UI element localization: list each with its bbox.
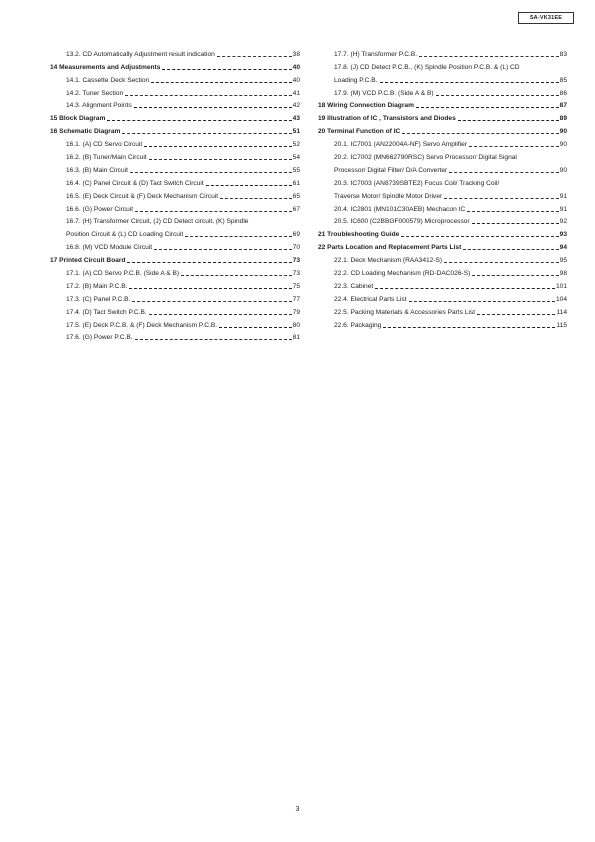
toc-entry-title: 18 Wiring Connection Diagram (318, 102, 414, 110)
toc-entry-page: 87 (559, 102, 567, 110)
toc-entry-title: 17.9. (M) VCD P.C.B. (Side A & B) (334, 89, 434, 97)
toc-leader-line (122, 133, 291, 134)
toc-leader-line (135, 339, 292, 340)
toc-entry-page: 73 (292, 270, 300, 278)
toc-section-entry[interactable] (318, 149, 567, 162)
toc-leader-line (375, 288, 555, 289)
toc-section-entry[interactable] (318, 214, 567, 227)
toc-entry-page: 93 (559, 231, 567, 239)
toc-section-entry[interactable] (50, 317, 300, 330)
toc-column-right (318, 46, 567, 330)
toc-section-entry[interactable] (50, 239, 300, 252)
toc-leader-line (419, 56, 559, 57)
toc-entry-page: 91 (559, 192, 567, 200)
toc-entry-title: Position Circuit & (L) CD Loading Circuit (66, 231, 184, 239)
toc-chapter-entry[interactable] (50, 110, 300, 123)
toc-section-entry[interactable] (50, 162, 300, 175)
toc-section-entry[interactable] (318, 162, 567, 175)
toc-entry-page: 95 (559, 257, 567, 265)
toc-leader-line (449, 172, 558, 173)
toc-section-entry[interactable] (318, 188, 567, 201)
toc-entry-title: 22.1. Deck Mechanism (RAA3412-S) (334, 257, 443, 265)
toc-entry-page: 51 (292, 128, 300, 136)
toc-leader-line (444, 262, 559, 263)
toc-entry-page: 91 (559, 205, 567, 213)
toc-entry-page: 42 (292, 102, 300, 110)
toc-entry-title: 20.5. IC600 (C2BBGF000579) Microprocessor (334, 218, 470, 226)
toc-entry-page: 52 (292, 141, 300, 149)
toc-entry-title: 13.2. CD Automatically Adjustment result indication (66, 50, 215, 58)
toc-entry-page: 101 (555, 282, 567, 290)
toc-leader-line (149, 314, 292, 315)
toc-entry-page: 85 (559, 76, 567, 84)
toc-entry-page: 70 (292, 244, 300, 252)
toc-leader-line (477, 314, 555, 315)
toc-entry-page: 114 (556, 308, 567, 316)
toc-section-entry[interactable] (50, 188, 300, 201)
toc-entry-page: 92 (559, 218, 567, 226)
toc-section-entry[interactable] (318, 72, 567, 85)
toc-entry-title: 17.2. (B) Main P.C.B. (66, 282, 128, 290)
page-number: 3 (295, 806, 300, 813)
toc-leader-line (472, 223, 559, 224)
toc-section-entry[interactable] (318, 265, 567, 278)
toc-leader-line (181, 275, 292, 276)
toc-entry-page: 104 (555, 295, 567, 303)
toc-leader-line (444, 198, 558, 199)
toc-entry-page: 65 (292, 192, 300, 200)
toc-entry-title: 16.6. (G) Power Circuit (66, 205, 134, 213)
toc-leader-line (402, 133, 558, 134)
toc-entry-title: 17.1. (A) CD Servo P.C.B. (Side A & B) (66, 270, 180, 278)
toc-leader-line (472, 275, 558, 276)
toc-leader-line (436, 95, 559, 96)
toc-leader-line (135, 211, 292, 212)
toc-leader-line (162, 69, 291, 70)
toc-section-entry[interactable] (318, 304, 567, 317)
toc-section-entry[interactable] (50, 136, 300, 149)
toc-section-entry[interactable] (50, 175, 300, 188)
toc-entry-title: 17.3. (C) Panel P.C.B. (66, 295, 131, 303)
toc-leader-line (469, 146, 559, 147)
toc-entry-title: 16.4. (C) Panel Circuit & (D) Tact Switch Circuit (66, 179, 204, 187)
toc-entry-title: 16.5. (E) Deck Circuit & (F) Deck Mechanism Circuit (66, 192, 219, 200)
toc-entry-page: 83 (559, 50, 567, 58)
toc-leader-line (129, 288, 291, 289)
toc-leader-line (383, 327, 555, 328)
toc-chapter-entry[interactable] (50, 59, 300, 72)
toc-section-entry[interactable] (50, 149, 300, 162)
toc-entry-title: 22.5. Packing Materials & Accessories Parts List (334, 308, 476, 316)
toc-section-entry[interactable] (50, 278, 300, 291)
toc-entry-title: Processor/ Digital Filter/ D/A Converter (334, 166, 448, 174)
toc-section-entry[interactable] (50, 291, 300, 304)
toc-chapter-entry[interactable] (318, 98, 567, 111)
toc-section-entry[interactable] (318, 317, 567, 330)
toc-section-entry[interactable] (318, 291, 567, 304)
toc-entry-title: 16.2. (B) Tuner/Main Circuit (66, 154, 147, 162)
toc-section-entry[interactable] (318, 201, 567, 214)
toc-leader-line (219, 327, 292, 328)
toc-section-entry[interactable] (50, 265, 300, 278)
toc-entry-title: 16.1. (A) CD Servo Circuit (66, 141, 143, 149)
toc-entry-page: 38 (292, 50, 300, 58)
toc-entry-page: 90 (559, 141, 567, 149)
toc-leader-line (185, 236, 291, 237)
toc-entry-page: 115 (556, 321, 567, 329)
toc-entry-title: 19 Illustration of IC , Transistors and Diodes (318, 115, 456, 123)
toc-entry-title: 20.3. IC7003 (AN8739SBTE2) Focus Coil/ Tracking Coil/ (334, 179, 500, 187)
toc-column-left (50, 46, 300, 342)
toc-leader-line (401, 236, 558, 237)
toc-section-entry[interactable] (318, 59, 567, 72)
toc-entry-title: 22 Parts Location and Replacement Parts List (318, 244, 462, 252)
toc-entry-page: 61 (292, 179, 300, 187)
toc-entry-title: 14.2. Tuner Section (66, 89, 124, 97)
toc-leader-line (458, 120, 559, 121)
toc-entry-page: 80 (292, 321, 300, 329)
toc-leader-line (149, 159, 292, 160)
toc-chapter-entry[interactable] (50, 123, 300, 136)
toc-chapter-entry[interactable] (50, 252, 300, 265)
toc-section-entry[interactable] (50, 214, 300, 227)
toc-leader-line (107, 120, 291, 121)
toc-section-entry[interactable] (50, 72, 300, 85)
toc-leader-line (127, 262, 291, 263)
toc-entry-title: 20.1. IC7001 (AN22004A-NF) Servo Amplifier (334, 141, 468, 149)
toc-leader-line (151, 82, 291, 83)
toc-entry-page: 89 (559, 115, 567, 123)
toc-section-entry[interactable] (50, 98, 300, 111)
toc-section-entry[interactable] (50, 304, 300, 317)
toc-entry-page: 77 (292, 295, 300, 303)
toc-leader-line (217, 56, 292, 57)
model-number-label: SA-VK31EE (518, 12, 574, 24)
toc-entry-title: 17.8. (J) CD Detect P.C.B., (K) Spindle Position P.C.B. & (L) CD (334, 63, 520, 71)
toc-entry-page: 55 (292, 166, 300, 174)
toc-entry-page: 69 (292, 231, 300, 239)
toc-entry-title: 22.3. Cabinet (334, 282, 374, 290)
toc-section-entry[interactable] (50, 46, 300, 59)
toc-entry-title: 20.4. IC2801 (MN101C30AEB) Mechacon IC (334, 205, 466, 213)
toc-section-entry[interactable] (50, 201, 300, 214)
toc-leader-line (409, 301, 555, 302)
toc-entry-title: 22.6. Packaging (334, 321, 382, 329)
toc-entry-title: 14.1. Cassette Deck Section (66, 76, 150, 84)
toc-section-entry[interactable] (50, 85, 300, 98)
toc-leader-line (154, 249, 292, 250)
toc-entry-page: 79 (292, 308, 300, 316)
toc-entry-title: 16.3. (B) Main Circuit (66, 166, 128, 174)
toc-entry-title: 16.7. (H) Transformer Circuit, (J) CD Detect circuit, (K) Spindle (66, 218, 249, 226)
toc-entry-title: 20.2. IC7002 (MN662790RSC) Servo Processor/ Digital Signal (334, 154, 517, 162)
toc-entry-page: 81 (292, 334, 300, 342)
toc-entry-title: 17.4. (D) Tact Switch P.C.B. (66, 308, 147, 316)
toc-entry-page: 90 (559, 128, 567, 136)
toc-leader-line (380, 82, 559, 83)
toc-leader-line (206, 185, 292, 186)
toc-entry-page: 43 (292, 115, 300, 123)
toc-section-entry[interactable] (318, 252, 567, 265)
toc-entry-page: 94 (559, 244, 567, 252)
toc-leader-line (467, 211, 558, 212)
toc-entry-title: 14 Measurements and Adjustments (50, 63, 161, 71)
toc-chapter-entry[interactable] (318, 123, 567, 136)
toc-section-entry[interactable] (50, 226, 300, 239)
toc-leader-line (132, 301, 291, 302)
toc-section-entry[interactable] (318, 46, 567, 59)
toc-leader-line (220, 198, 292, 199)
toc-entry-page: 90 (559, 166, 567, 174)
toc-entry-title: 17.6. (G) Power P.C.B. (66, 334, 133, 342)
toc-section-entry[interactable] (318, 85, 567, 98)
toc-entry-title: 21 Troubleshooting Guide (318, 231, 400, 239)
toc-leader-line (416, 107, 559, 108)
toc-entry-title: 16 Schematic Diagram (50, 128, 121, 136)
toc-section-entry[interactable] (318, 136, 567, 149)
toc-entry-page: 54 (292, 154, 300, 162)
toc-entry-page: 67 (292, 205, 300, 213)
toc-section-entry[interactable] (318, 278, 567, 291)
toc-section-entry[interactable] (318, 175, 567, 188)
toc-entry-title: 22.2. CD Loading Mechanism (RD-DAC026-S) (334, 270, 471, 278)
toc-chapter-entry[interactable] (318, 226, 567, 239)
toc-entry-title: 15 Block Diagram (50, 115, 106, 123)
toc-entry-page: 40 (292, 76, 300, 84)
toc-leader-line (125, 95, 291, 96)
toc-entry-page: 73 (292, 257, 300, 265)
toc-entry-title: 17 Printed Circuit Board (50, 257, 126, 265)
toc-leader-line (463, 249, 558, 250)
toc-chapter-entry[interactable] (318, 239, 567, 252)
toc-entry-title: 14.3. Alignment Points (66, 102, 132, 110)
toc-entry-title: Loading P.C.B. (334, 76, 378, 84)
toc-leader-line (144, 146, 291, 147)
toc-section-entry[interactable] (50, 330, 300, 343)
toc-entry-page: 41 (292, 89, 300, 97)
toc-entry-title: 20 Terminal Function of IC (318, 128, 401, 136)
toc-entry-title: 22.4. Electrical Parts List (334, 295, 407, 303)
toc-entry-title: Traverse Motor/ Spindle Motor Driver (334, 192, 443, 200)
toc-leader-line (134, 107, 292, 108)
toc-chapter-entry[interactable] (318, 110, 567, 123)
toc-entry-page: 75 (292, 282, 300, 290)
toc-entry-title: 17.5. (E) Deck P.C.B. & (F) Deck Mechanism P.C.B. (66, 321, 218, 329)
toc-entry-page: 40 (292, 63, 300, 71)
toc-entry-title: 17.7. (H) Transformer P.C.B. (334, 50, 418, 58)
toc-entry-page: 86 (559, 89, 567, 97)
toc-entry-title: 16.8. (M) VCD Module Circuit (66, 244, 153, 252)
toc-entry-page: 98 (559, 270, 567, 278)
toc-leader-line (130, 172, 292, 173)
